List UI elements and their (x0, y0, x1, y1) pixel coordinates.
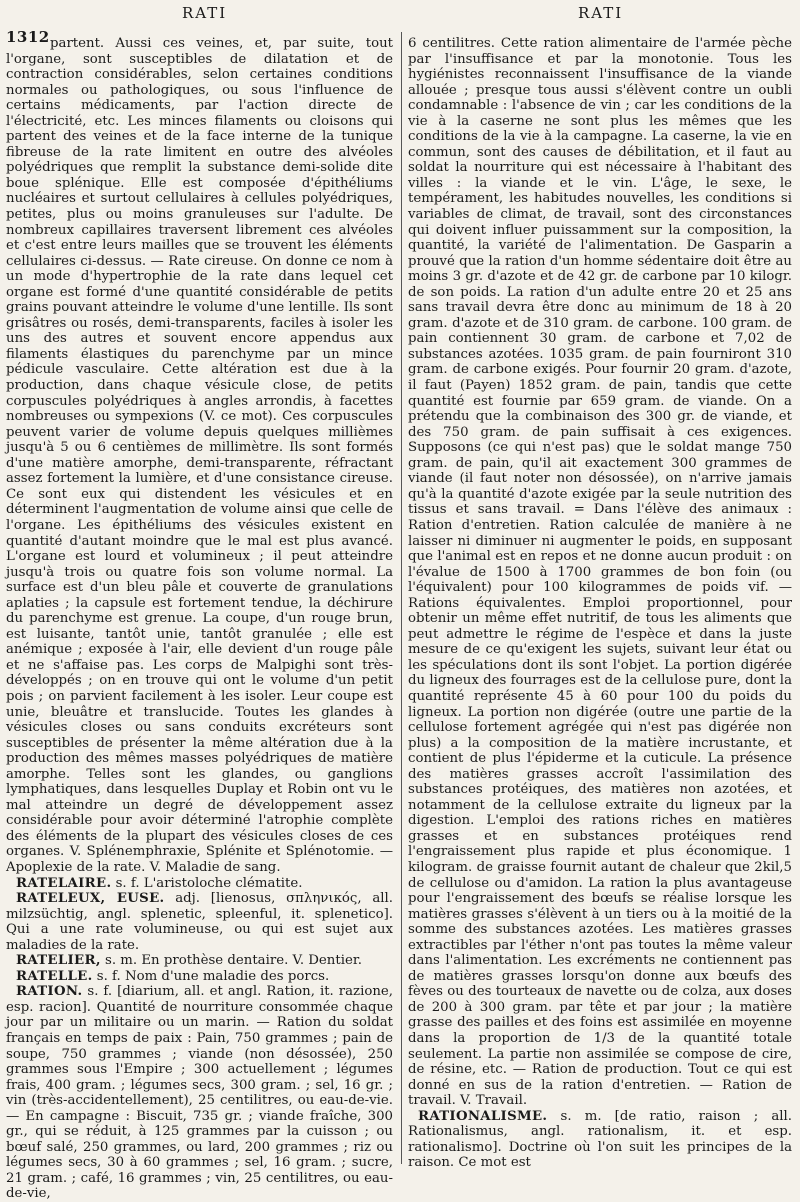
headword: RATELEUX, EUSE. (16, 891, 165, 907)
entry-ratelier (6, 953, 393, 969)
entry-body: s. m. En prothèse dentaire. V. Dentier. (100, 953, 362, 969)
entry-body: s. m. [de ratio, raison ; all. Rationalismus, angl. rationalism, it. et esp. rationalismo]. Doctrine où l'on suit les principes de la raison. Ce mot est (408, 1108, 792, 1171)
headword: RATIONALISME. (418, 1108, 548, 1124)
entry-body: adj. [lienosus, σπληνικός, all. milzsüchtig, angl. splenetic, spleenful, it. splenetico]. Qui a une rate volumineuse, ou qui est sujet aux maladies de la rate. (6, 891, 393, 953)
entry-rateleux (6, 891, 393, 953)
entry-body: s. f. Nom d'une maladie des porcs. (92, 968, 330, 984)
entry-body: s. f. [diarium, all. et angl. Ration, it. razione, esp. racion]. Quantité de nourriture consommée chaque jour par un militaire ou un marin. — Ration du soldat français en temps de paix : Pain, 750 grammes ; pain de soupe, 750 grammes ; viande (non désossée), 250 grammes sous l'Empire ; 300 actuellement ; légumes frais, 400 gram. ; légumes secs, 300 gram. ; sel, 16 gr. ; vin (très-accidentellement), 25 centilitres, ou eau-de-vie. — En campagne : Biscuit, 735 gr. ; viande fraîche, 300 gr., qui se réduit, à 125 grammes par la cuisson ; ou bœuf salé, 250 grammes, ou lard, 200 grammes ; riz ou légumes secs, 30 à 60 grammes ; sel, 16 gram. ; sucre, 21 gram. ; café, 16 grammes ; vin, 25 centilitres, ou eau-de-vie, (6, 984, 393, 1202)
page-header (0, 0, 800, 46)
entry-body: s. f. L'aristoloche clématite. (111, 875, 303, 891)
running-title-left: RATI (182, 4, 228, 22)
paragraph-ration-continuation: 6 centilitres. Cette ration alimentaire de l'armée pèche par l'insuffisance et par la monotonie. Tous les hygiénistes reconnaissent l'insuffisance de la viande allouée ; presque tous aussi s'élèvent contre un oubli condamnable : l'absence de vin ; car les conditions de la vie à la caserne ne sont plus les mêmes que les conditions de la vie à la campagne. La caserne, la vie en commun, sont des causes de débilitation, et il faut au soldat la nourriture qui est nécessaire à l'habitant des villes : la viande et le vin. L'âge, le sexe, le tempérament, les habitudes nouvelles, les conditions si variables de climat, de travail, sont des circonstances qui doivent influer puissamment sur la composition, la quantité, la variété de l'alimentation. De Gasparin a prouvé que la ration d'un homme sédentaire doit être au moins 3 gr. d'azote et de 42 gr. de carbone par 10 kilogr. de son poids. La ration d'un adulte entre 20 et 25 ans sans travail devra être donc au minimum de 18 à 20 gram. d'azote et de 310 gram. de carbone. 100 gram. de pain contiennent 30 gram. de carbone et 7,02 de substances azotées. 1035 gram. de pain fourniront 310 gram. de carbone exigés. Pour fournir 20 gram. d'azote, il faut (Payen) 1852 gram. de pain, tandis que cette quantité est fournie par 659 gram. de viande. On a prétendu que la combinaison des 300 gr. de viande, et des 750 gram. de pain suffisait à ces exigences. Supposons (ce qui n'est pas) que le soldat mange 750 gram. de pain, qu'il ait exactement 300 grammes de viande (il faut noter non désossée), on n'arrive jamais qu'à la quantité d'azote exigée par la seule nutrition des tissus et sans travail. = Dans l'élève des animaux : Ration d'entretien. Ration calculée de manière à ne laisser ni diminuer ni augmenter le poids, en supposant que l'animal est en repos et ne donne aucun produit : on l'évalue de 1500 à 1700 grammes de bon foin (ou l'équivalent) pour 100 kilogrammes de poids vif. — Rations équivalentes. Emploi proportionnel, pour obtenir un même effet nutritif, de tous les aliments que peut admettre le régime de l'espèce et dans la juste mesure de ce qu'exigent les sujets, suivant leur état ou les spéculations dont ils sont l'objet. La portion digérée du ligneux des fourrages est de la cellulose pure, dont la quantité représente 45 à 60 pour 100 du poids du ligneux. La portion non digérée (outre une partie de la cellulose fortement agrégée qui n'est pas digérée non plus) a la composition de la matière incrustante, et contient de plus l'épiderme et la cuticule. La présence des matières grasses accroît l'assimilation des substances protéiques, des matières non azotées, et notamment de la cellulose extraite du ligneux par la digestion. L'emploi des rations riches en matières grasses et en substances protéiques rend l'engraissement plus rapide et plus économique. 1 kilogram. de graisse fournit autant de chaleur que 2kil,5 de cellulose ou d'amidon. La ration la plus avantageuse pour l'engraissement des bœufs se réalise lorsque les matières grasses s'élèvent à un tiers ou à la moitié de la somme des substances azotées. Les matières grasses extractibles par l'éther n'ont pas toutes la même valeur dans l'alimentation. Les excréments ne contiennent pas de matières grasses lorsqu'on donne aux bœufs des fèves ou des tourteaux de navette ou de colza, aux doses de 200 à 300 gram. par tête et par jour ; la matière grasse des pailles et des foins est assimilée en moyenne dans la proportion de 1/3 de la quantité totale seulement. La partie non assimilée se compose de cire, de résine, etc. — Ration de production. Tout ce qui est donné en sus de la ration d'entretien. — Ration de travail. V. Travail. (408, 36, 792, 1109)
running-title-right: RATI (578, 4, 624, 22)
left-column (6, 36, 393, 1202)
column-divider (401, 32, 402, 1164)
paragraph-rate-continuation: partent. Aussi ces veines, et, par suite, tout l'organe, sont susceptibles de dilatation et de contraction considérables, selon certaines conditions normales ou pathologiques, ou sous l'influence de certains médicaments, par l'action directe de l'électricité, etc. Les minces filaments ou cloisons qui partent des veines et de la face interne de la tunique fibreuse de la rate limitent en outre des alvéoles polyédriques que remplit la substance demi-solide dite boue splénique. Elle est composée d'épithéliums nucléaires et surtout cellulaires à cellules polyédriques, petites, plus ou moins granuleuses sur l'adulte. De nombreux capillaires traversent librement ces alvéoles et c'est entre leurs mailles que se trouvent les éléments cellulaires ci-dessus. — Rate cireuse. On donne ce nom à un mode d'hypertrophie de la rate dans lequel cet organe est formé d'une quantité considérable de petits grains pouvant atteindre le volume d'une lentille. Ils sont grisâtres ou rosés, demi-transparents, faciles à isoler les uns des autres et souvent encore appendus aux filaments élastiques du parenchyme par un mince pédicule vasculaire. Cette altération est due à la production, dans chaque vésicule close, de petits corpuscules polyédriques à angles arrondis, à facettes nombreuses ou sympexions (V. ce mot). Ces corpuscules peuvent varier de volume depuis quelques millièmes jusqu'à 5 ou 6 centièmes de millimètre. Ils sont formés d'une matière amorphe, demi-transparente, réfractant assez fortement la lumière, et d'une consistance cireuse. Ce sont eux qui distendent les vésicules et en déterminent l'augmentation de volume ainsi que celle de l'organe. Les épithéliums des vésicules existent en quantité d'autant moindre que le mal est plus avancé. L'organe est lourd et volumineux ; il peut atteindre jusqu'à trois ou quatre fois son volume normal. La surface est d'un bleu pâle et couverte de granulations aplaties ; la capsule est fortement tendue, la déchirure du parenchyme est grenue. La coupe, d'un rouge brun, est luisante, tantôt unie, tantôt granulée ; elle est anémique ; exposée à l'air, elle devient d'un rouge pâle et ne s'affaise pas. Les corps de Malpighi sont très-développés ; on en trouve qui ont le volume d'un petit pois ; on parvient facilement à les isoler. Leur coupe est unie, bleuâtre et translucide. Toutes les glandes à vésicules closes ou sans conduits excréteurs sont susceptibles de présenter la même altération due à la production des mêmes masses polyédriques de matière amorphe. Telles sont les glandes, ou ganglions lymphatiques, dans lesquelles Duplay et Robin ont vu le mal atteindre un degré de développement assez considérable pour avoir déterminé l'atrophie complète des éléments de la plupart des vésicules closes de ces organes. V. Splénemphraxie, Splénite et Splénotomie. — Apoplexie de la rate. V. Maladie de sang. (6, 36, 393, 875)
entry-ratelaire (6, 876, 393, 892)
headword: RATELLE. (16, 968, 93, 984)
right-column (408, 36, 792, 1171)
page-number: 1312 (6, 28, 50, 46)
headword: RATELIER, (16, 953, 101, 969)
entry-ration (6, 984, 393, 1202)
headword: RATELAIRE. (16, 875, 112, 891)
entry-rationalisme (408, 1109, 792, 1171)
entry-ratelle (6, 969, 393, 985)
headword: RATION. (16, 984, 83, 1000)
